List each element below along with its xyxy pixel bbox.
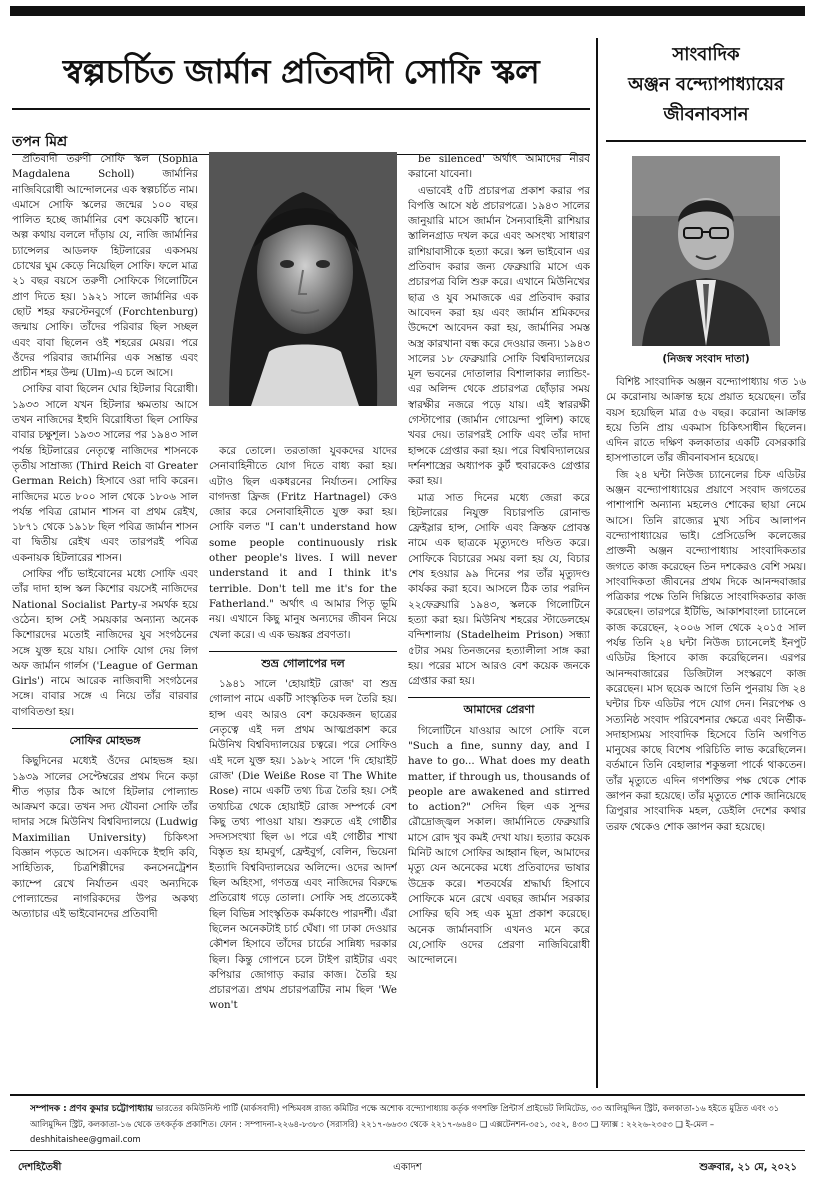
column-divider xyxy=(596,38,598,1088)
side-headline xyxy=(606,40,806,130)
headline-line: জীবনাবসান xyxy=(663,104,749,125)
main-article xyxy=(12,22,590,1090)
portrait-photo xyxy=(209,152,397,406)
paragraph: সোফির পাঁচ ভাইবোনের মধ্যে সোফি এবং তাঁর দাদা হান্স স্কল কিশোর বয়সেই নাজিদের National Socialist Party-র সমর্থক হয়ে ওঠেন। হান্স সেই সময়কার অন্যান্য অনেক কিশোরদের মতোই নাজিদের যুব সংগঠনের সঙ্গে যুক্ত হয়ে যায়। সোফি যোগ দেয় লিগ অফ জার্মান গার্লস ('League of German Girls') নামে আরেক নাজিবাদী সংগঠনের সঙ্গে। বাবার সঙ্গে এ নিয়ে তাঁর বারবার বাগবিতণ্ডা হয়। xyxy=(12,568,198,718)
byline: তপন মিশ্র xyxy=(12,134,68,150)
page-number: একাদশ xyxy=(393,1162,422,1173)
paragraph: প্রতিবাদী তরুণী সোফি স্কল (Sophia Magdalena Scholl) জার্মানির নাজিবিরোধী আন্দোলনের এক স্বল্পচর্চিত নাম। এমাসে সোফি স্কলের জন্মের ১০০ বছর পালিত হচ্ছে জার্মানির বেশ কয়েকটি স্থানে। অল্প কথায় বললে দাঁড়ায় যে, নাজি জার্মানির চ্যান্সেলর আডলফ হিটলারের একসময় চোখের ঘুম কেড়ে নিয়েছিল সোফি। ফলে মাত্র ২১ বছর বয়সে তরুণী সোফিকে গিলোটিনে প্রাণ দিতে হয়। ১৯২১ সালে জার্মানির এক ছোট শহর ফরস্টেনবুর্গে (Forchtenburg) জন্মায় সোফি। তাঁদের পরিবার ছিল সচ্ছল এবং বাবা ছিলেন ওই শহরের মেয়র। পরে ওঁদের পরিবার জার্মানির এক সম্ভ্রান্ত এবং প্রাচীন শহর উল্ম (Ulm)-এ চলে আসে। xyxy=(12,153,198,380)
side-body xyxy=(606,375,806,1090)
editor-name: প্রণব কুমার চট্টোপাধ্যায় xyxy=(69,1104,153,1114)
paragraph: কিছুদিনের মধ্যেই ওঁদের মোহভঙ্গ হয়। ১৯৩৯ সালের সেপ্টেম্বরের প্রথম দিনে কড়া শীত পড়ার ঠিক আগে হিটলার পোল্যান্ড আক্রমণ করে। তখন সদ্য যৌবনা সোফি তাঁর দাদার সঙ্গে মিউনিখ বিশ্ববিদ্যালয়ে (Ludwig Maximilian University) চিকিৎসা বিজ্ঞান পড়তে আসেন। একদিকে ইহুদি কবি, সাহিত্যিক, চিত্রশিল্পীদের কনসেনট্রেশন ক্যাম্পে রেখে নির্যাতন এবং অন্যদিকে পোল্যান্ডের নাগরিকদের উপর অকথ্য অত্যাচার এই ভাইবোনদের প্রতিবাদী xyxy=(12,755,198,921)
imprint-text: ভারতের কমিউনিস্ট পার্টি (মার্কসবাদী) পশ্চিমবঙ্গ রাজ্য কমিটির পক্ষে অশোক বন্দ্যোপাধ্যায় কর্তৃক গণশক্তি প্রিন্টার্স প্রাইভেট লিমিটেড, ৩৩ আলিমুদ্দিন স্ট্রিট, কলকাতা-১৬ হইতে মুদ্রিত এবং ৩১ আলিমুদ্দিন স্ট্রিট, কলকাতা-১৬ থেকে তৎকর্তৃক প্রকাশিত। ফোন : সম্পাদনা-২২৬৪-৮৩৮৩ (সরাসরি) ২২১৭-৬৬৩৩ থেকে ২২১৭-৬৬৪০ ❑ এক্সটেনশন-৩৫১, ৩৫২, ৪৩৩ ❑ ফ্যাক্স : ২২২৬-২৩৫৩ ❑ ই-মেল – xyxy=(30,1103,780,1129)
divider xyxy=(12,108,590,110)
editor-label: সম্পাদক : xyxy=(30,1104,67,1114)
article-column-1 xyxy=(12,152,198,1090)
imprint-line xyxy=(30,1101,790,1149)
paragraph: গিলোটিনে যাওয়ার আগে সোফি বলে "Such a fine, sunny day, and I have to go... What does my death matter, if through us, thousands of people are awakened and stirred to action?" সেদিন ছিল এক সুন্দর রৌদ্রোজ্জ্বল সকাল। জার্মানিতে ফেব্রুয়ারি মাসে রোদ খুব কমই দেখা যায়। হত্যার কয়েক মিনিট আগে সোফির আহ্বান ছিল, আমাদের মৃত্যু যেন অনেকের মধ্যে প্রতিবাদের ভাষার উদ্রেক করে। শতবর্ষের শ্রদ্ধার্ঘ্য হিসাবে সোফিকে মনে রেখে এবছর জার্মান সরকার সোফির ছবি সহ এক মুদ্রা প্রকাশ করেছে। অনেক জার্মানবাসি এখনও মনে করে যে,সোফি ওদের প্রেরণা নাজিবিরোধী আন্দোলনে। xyxy=(408,724,590,967)
article-column-3 xyxy=(408,152,590,1090)
divider xyxy=(10,1150,805,1151)
headline: স্বল্পচর্চিত জার্মান প্রতিবাদী সোফি স্কল xyxy=(62,52,540,91)
paragraph: সোফির বাবা ছিলেন ঘোর হিটলার বিরোধী। ১৯৩৩ সালে যখন হিটলার ক্ষমতায় আসে তখন নাজিদের ইহুদি বিরোধিতা ছিল সোফির বাবার চক্ষুশূল। ১৯৩৩ সালের পর ১৯৪৩ সাল পর্যন্ত হিটলারের নেতৃত্বে নাজিদের শাসনকে তৃতীয় সাম্রাজ্য (Third Reich বা Greater German Reich) হিসাবে ওরা দাবি করেন। নাজিদের মতে ৮০০ সাল থেকে ১৮০৬ সাল পর্যন্ত পবিত্র রোমান শাসন বা প্রথম রেইখ, ১৮৭১ থেকে ১৯১৮ ছিল পবিত্র জার্মান শাসন বা দ্বিতীয় রেইখ এবং তারপরই পবিত্র একনায়ক হিটলারের শাসন। xyxy=(12,383,198,564)
issue-date: শুক্রবার, ২১ মে, ২০২১ xyxy=(699,1162,797,1173)
subheading: সোফির মোহভঙ্গ xyxy=(12,728,198,748)
page-footer xyxy=(10,1152,805,1184)
top-bar xyxy=(10,6,805,16)
journalist-photo xyxy=(632,156,780,346)
paragraph: বিশিষ্ট সাংবাদিক অঞ্জন বন্দ্যোপাধ্যায় গত ১৬ মে করোনায় আক্রান্ত হয়ে প্রয়াত হয়েছেন। তাঁর বয়স হয়েছিল মাত্র ৫৬ বছর। করোনা আক্রান্ত হয়ে তিনি প্রায় একমাস চিকিৎসাধীন ছিলেন। এদিন রাতে দক্ষিণ কলকাতার একটি বেসরকারি হাসপাতালে তাঁর জীবনাবসান হয়েছে। xyxy=(606,376,806,465)
headline-line: অঞ্জন বন্দ্যোপাধ্যায়ের xyxy=(628,74,784,95)
subheading: আমাদের প্রেরণা xyxy=(408,697,590,717)
subheading: শুভ্র গোলাপের দল xyxy=(209,651,397,671)
paragraph: be silenced' অর্থাৎ আমাদের নীরব করানো যাবেনা। xyxy=(408,153,590,181)
divider xyxy=(10,1094,805,1096)
paragraph: মাত্র সাত দিনের মধ্যে জেরা করে হিটলারের নিযুক্ত বিচারপতি রোনাল্ড ফ্রেইস্লার হান্স, সোফি এবং ক্রিস্তফ প্রোবস্ত নামে এক ছাত্রকে মৃত্যুদণ্ডে দণ্ডিত করে। সোফিকে বিচারের সময় বলা হয় যে, বিচার শেষ হওয়ার ৯৯ দিনের পর তাঁর মৃত্যুদণ্ড কার্যকর করা হবে। আসলে ঠিক তার পরদিন ২২ফেব্রুয়ারি ১৯৪৩, স্কলকে গিলোটিনে হত্যা করা হয়। মিউনিখ শহরের স্টাডেলহেম বন্দিশালায় (Stadelheim Prison) সন্ধ্যা ৫টার সময় তিনজনের হত্যালীলা সাঙ্গ করা হয়। পরের মাসে আরও বেশ কয়েক জনকে গ্রেপ্তার করা হয়। xyxy=(408,491,590,688)
article-column-2 xyxy=(209,444,397,1090)
paragraph: জি ২৪ ঘন্টা নিউজ চ্যানেলের চিফ এডিটর অঞ্জন বন্দ্যোপাধ্যায়ের প্রয়াণে সংবাদ জগতের পাশাপাশি অন্যান্য মহলেও শোকের ছায়া নেমে আসে। তিনি রাজ্যের মুখ্য সচিব আলাপন বন্দ্যোপাধ্যায়ের ভাই। প্রেসিডেন্সি কলেজের প্রাক্তনী অঞ্জন বন্দ্যোপাধ্যায় সাংবাদিকতার জগতে কাজ করেছেন তিন দশকেরও বেশি সময়। সাংবাদিকতা জীবনের প্রথম দিকে আনন্দবাজার পত্রিকার পক্ষে তিনি দিল্লিতে সাংবাদিকতার কাজ করেছেন। তারপরে ইটিভি, আকাশবাংলা চ্যানেলে কাজ করেছেন, ২০০৬ সাল থেকে ২০১৫ সাল পর্যন্ত তিনি ২৪ ঘন্টা নিউজ চ্যানেলেই ইনপুট এডিটর হিসাবে কাজ করেছিলেন। এরপর আনন্দবাজারের ডিজিটাল সংস্করণে কাজ করেছেন। মাস ছয়েক আগে তিনি পুনরায় জি ২৪ ঘন্টার চিফ এডিটর পদে যোগ দেন। নিরপেক্ষ ও সত্যনিষ্ঠ সংবাদ পরিবেশনার ক্ষেত্রে এবং নির্ভীক-সদাহাস্যময় সাংবাদিক হিসেবে তিনি অগণিত মানুষের কাছে বিশেষ পরিচিতি লাভ করেছিলেন। বর্তমানে তিনি বেহালার শকুন্তলা পার্কে থাকতেন। তাঁর মৃত্যুতে এদিন গণশক্তির পক্ষ থেকে শোক জ্ঞাপন করা হয়েছে। তাঁর মৃত্যুতে শোক জানিয়েছে ত্রিপুরার সাংবাদিক মহল, ডেইলি দেশের কথার তরফ থেকেও শোক জ্ঞাপন করা হয়েছে। xyxy=(606,468,806,833)
paper-name: দেশহিতৈষী xyxy=(18,1162,62,1173)
side-article xyxy=(606,22,806,1090)
email-link[interactable]: deshhitaishee@gmail.com xyxy=(30,1134,141,1144)
paragraph: ১৯৪১ সালে 'হোয়াইট রোজ' বা শুভ্র গোলাপ নামে একটি সাংস্কৃতিক দল তৈরি হয়। হান্স এবং আরও বেশ কয়েকজন ছাত্রের নেতৃত্বে এই দল প্রথম আত্মপ্রকাশ করে মিউনিখ বিশ্ববিদ্যালয়ের চত্বরে। পরে সোফিও এই দলে যুক্ত হয়। ১৯৮২ সালে 'দি হোয়াইট রোজ' (Die Weiße Rose বা The White Rose) নামে একটি তথ্য চিত্র তৈরি হয়। সেই তথ্যচিত্র থেকে হোয়াইট রোজ সম্পর্কে বেশ কিছু তথ্য পাওয়া যায়। শুরুতে এই গোষ্ঠীর সদস্যসংখ্যা ছিল ৬। পরে এই গোষ্ঠীর শাখা বিস্তৃত হয় হামবুর্গ, ফ্রেইবুর্গ, বেলিন, ভিয়েনা ইত্যাদি বিশ্ববিদ্যালয়ের অলিন্দে। ওদের আদর্শ ছিল অহিংসা, গণতন্ত্র এবং নাজিদের বিরুদ্ধে প্রতিরোধ গড়ে তোলা। সোফি সহ প্রত্যেকেই ছিল বিভিন্ন সাংস্কৃতিক কর্মকাণ্ডে পারদর্শী। এঁরা ছিলেন অনেকটাই চার্চ ঘেঁষা। গা ঢাকা দেওয়ার কৌশল হিসাবে তাঁদের চার্চের সান্নিধ্য দরকার ছিল। কিন্তু গোপনে চলে টাইপ রাইটার এবং কপিয়ার জোগাড় করার কাজ। তৈরি হয় প্রচারপত্র। প্রথম প্রচারপত্রটির নাম ছিল 'We won't xyxy=(209,678,397,1012)
paragraph: এভাবেই ৫টি প্রচারপত্র প্রকাশ করার পর বিপত্তি আসে ষষ্ঠ প্রচারপত্রে। ১৯৪৩ সালের জানুয়ারি মাসে জার্মান সৈন্যবাহিনী রাশিয়ার স্তালিনগ্রাড দখল করে এবং অসংখ্য সাধারণ রাশিয়াবাসীকে হত্যা করে। স্কল ভাইবোন এর প্রতিবাদ করার জন্য ফেব্রুয়ারি মাসে এক প্রচারপত্র বিলি শুরু করে। এখানে মিউনিখের ছাত্র ও যুব সমাজকে এর প্রতিবাদ করার আবেদন করা হয় এবং জার্মান শ্রমিকদের উদ্দেশে আবেদন করা হয়, জার্মানির সমস্ত অস্ত্র কারখানা বন্ধ করে দেওয়ার জন্য। ১৯৪৩ সালের ১৮ ফেব্রুয়ারি সোফি বিশ্ববিদ্যালয়ের মূল ভবনের দোতালার বিশালাকার ল্যান্ডিং-এর অলিন্দ থেকে প্রচারপত্র ছোঁড়ার সময় স্বারক্ষীর নজরে পড়ে যায়। এই স্বাররক্ষী গেস্টাপোর (জার্মান গোয়েন্দা পুলিশ) কাছে খবর দেয়। তারপরই সোফি এবং তাঁর দাদা হান্সকে গ্রেপ্তার করা হয়। পরে বিশ্ববিদ্যালয়ের দর্শনশাস্ত্রের অধ্যাপক কুর্ট হুবারকেও গ্রেপ্তার করা হয়। xyxy=(408,184,590,488)
headline-line: সাংবাদিক xyxy=(672,44,740,65)
reporter-credit: (নিজস্ব সংবাদ দাতা) xyxy=(662,353,750,365)
paragraph: করে তোলে। তরতাজা যুবকদের যাদের সেনাবাহিনীতে যোগ দিতে বাধ্য করা হয়। এটাও ছিল একধরনের নির্যাতন। সোফির বাগদত্তা ফ্রিজ (Fritz Hartnagel) কেও জোর করে সেনাবাহিনীতে যুক্ত করা হয়। সোফি বলত "I can't understand how some people continuously risk other people's lives. I will never understand it and I think it's terrible. Don't tell me it's for the Fatherland." অর্থাৎ এ আমার পিতৃ ভূমি নয়। এখানে কিছু মানুষ অন্যদের জীবন নিয়ে খেলা করে। এ এক ভয়ঙ্কর প্রবণতা। xyxy=(209,445,397,641)
divider xyxy=(606,140,806,142)
